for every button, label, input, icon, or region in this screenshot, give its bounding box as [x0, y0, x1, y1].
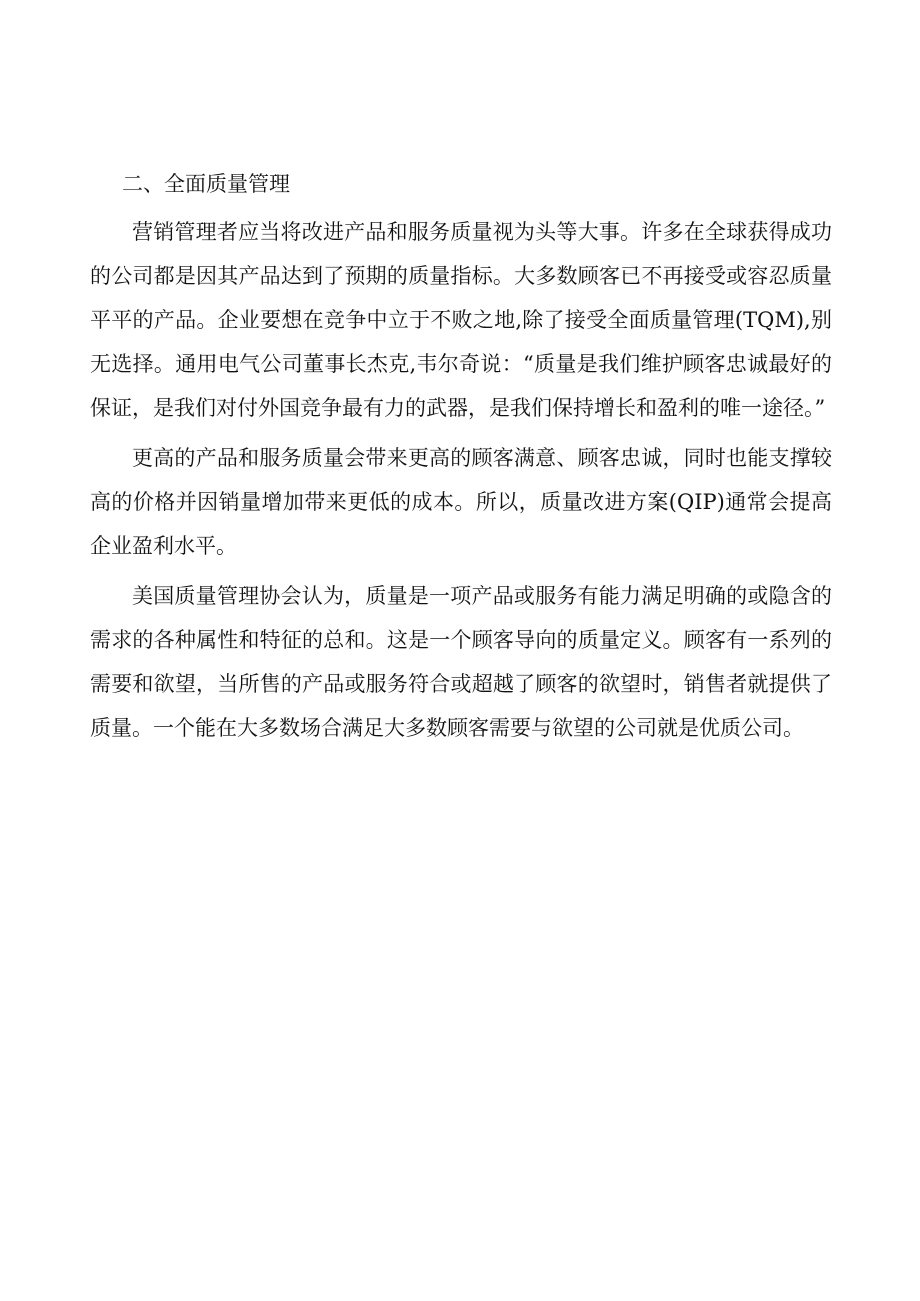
section-heading: 二、全面质量管理	[122, 172, 290, 196]
paragraph-3: 美国质量管理协会认为，质量是一项产品或服务有能力满足明确的或隐含的需求的各种属性和特征的总和。这是一个顾客导向的质量定义。顾客有一系列的需要和欲望，当所售的产品或服务符合或超越了顾客的欲望时，销售者就提供了质量。一个能在大多数场合满足大多数顾客需要与欲望的公司就是优质公司。	[90, 584, 832, 740]
paragraph-1: 营销管理者应当将改进产品和服务质量视为头等大事。许多在全球获得成功的公司都是因其产品达到了预期的质量指标。大多数顾客已不再接受或容忍质量平平的产品。企业要想在竞争中立于不败之地,除了接受全面质量管理(TQM),别无选择。通用电气公司董事长杰克,韦尔奇说：“质量是我们维护顾客忠诚最好的保证，是我们对付外国竞争最有力的武器，是我们保持增长和盈利的唯一途径。”	[90, 220, 832, 420]
document-page	[90, 163, 832, 756]
paragraph-2: 更高的产品和服务质量会带来更高的顾客满意、顾客忠诚，同时也能支撑较高的价格并因销量增加带来更低的成本。所以，质量改进方案(QIP)通常会提高企业盈利水平。	[90, 446, 832, 558]
